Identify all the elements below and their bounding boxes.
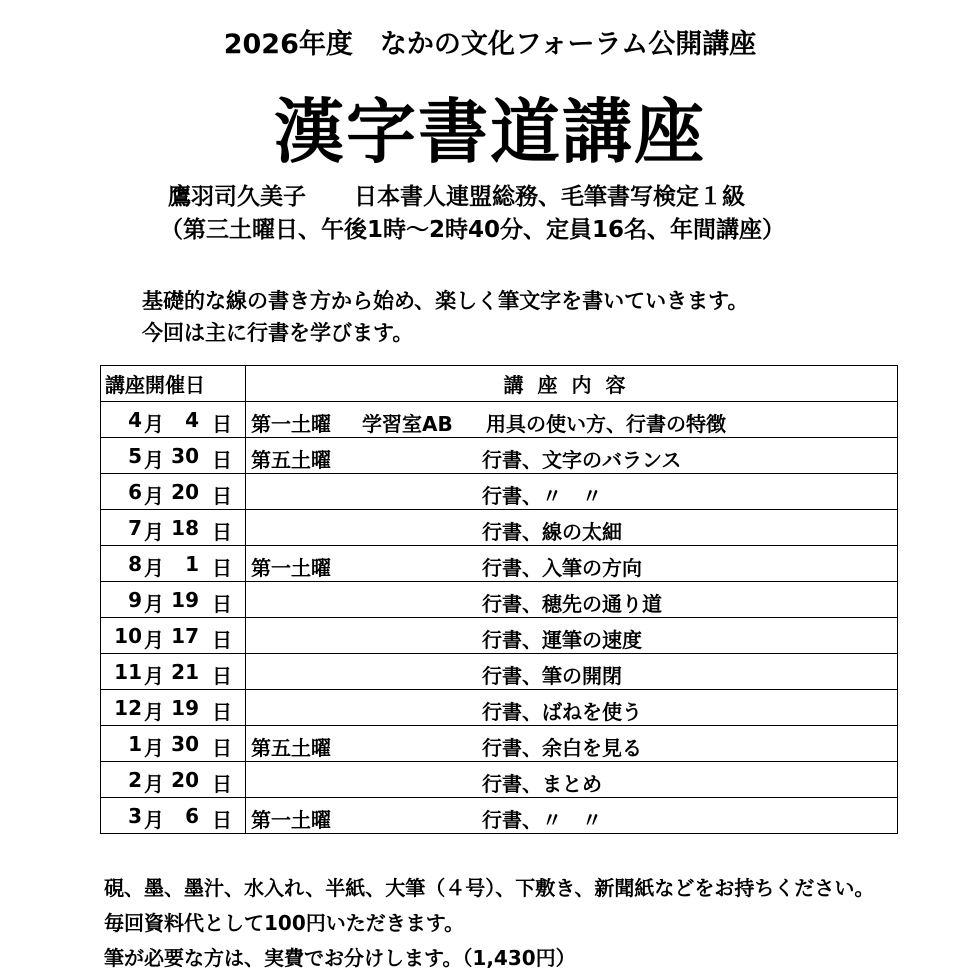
day-label: 日 — [212, 484, 232, 508]
month-label: 月 — [144, 484, 164, 508]
instructor-name: 鷹羽司久美子 — [168, 184, 306, 210]
session-note: 第五土曜 — [251, 448, 331, 472]
session-topic: 行書、文字のバランス — [482, 448, 682, 472]
content-cell — [246, 726, 898, 762]
day-label: 日 — [212, 808, 232, 832]
session-note: 第五土曜 — [251, 736, 331, 760]
table-row — [101, 654, 898, 690]
table-row — [101, 510, 898, 546]
month-label: 月 — [144, 664, 164, 688]
day-label: 日 — [212, 556, 232, 580]
session-topic: 行書、〃 〃 — [482, 484, 602, 508]
day-value: 18 — [171, 516, 199, 540]
day-label: 日 — [212, 448, 232, 472]
content-cell — [246, 690, 898, 726]
session-topic: 行書、穂先の通り道 — [482, 592, 662, 616]
table-row — [101, 690, 898, 726]
day-value: 4 — [185, 408, 199, 432]
table-row — [101, 762, 898, 798]
header-content: 講座内容 — [246, 366, 898, 402]
day-label: 日 — [212, 628, 232, 652]
day-label: 日 — [212, 736, 232, 760]
session-note: 第一土曜 — [251, 556, 331, 580]
date-cell — [101, 618, 246, 654]
month-label: 月 — [144, 736, 164, 760]
session-topic: 行書、入筆の方向 — [482, 556, 642, 580]
date-cell — [101, 510, 246, 546]
day-value: 6 — [185, 804, 199, 828]
table-row — [101, 618, 898, 654]
date-cell — [101, 402, 246, 438]
day-value: 21 — [171, 660, 199, 684]
month-value: 1 — [128, 732, 142, 756]
content-cell — [246, 510, 898, 546]
month-value: 5 — [128, 444, 142, 468]
table-row — [101, 582, 898, 618]
table-header-row — [101, 366, 898, 402]
instructor-affiliation: 日本書人連盟総務、毛筆書写検定１級 — [354, 184, 745, 210]
content-cell — [246, 618, 898, 654]
month-label: 月 — [144, 592, 164, 616]
date-cell — [101, 762, 246, 798]
day-label: 日 — [212, 520, 232, 544]
month-label: 月 — [144, 628, 164, 652]
table-row — [101, 474, 898, 510]
day-label: 日 — [212, 772, 232, 796]
table-row — [101, 546, 898, 582]
header-date: 講座開催日 — [101, 366, 246, 402]
month-label: 月 — [144, 556, 164, 580]
session-topic: 行書、ばねを使う — [482, 700, 642, 724]
month-label: 月 — [144, 772, 164, 796]
month-label: 月 — [144, 520, 164, 544]
footer-line-2: 毎回資料代として100円いただきます。 — [104, 911, 465, 935]
description-line-1: 基礎的な線の書き方から始め、楽しく筆文字を書いていきます。 — [142, 289, 749, 313]
month-value: 9 — [128, 588, 142, 612]
month-value: 8 — [128, 552, 142, 576]
content-cell — [246, 654, 898, 690]
month-label: 月 — [144, 412, 164, 436]
date-cell — [101, 438, 246, 474]
content-cell — [246, 582, 898, 618]
table-row — [101, 438, 898, 474]
day-value: 20 — [171, 480, 199, 504]
date-cell — [101, 690, 246, 726]
month-value: 3 — [128, 804, 142, 828]
day-value: 30 — [171, 444, 199, 468]
content-cell — [246, 402, 898, 438]
month-label: 月 — [144, 700, 164, 724]
page-title: 漢字書道講座 — [274, 91, 706, 173]
month-label: 月 — [144, 448, 164, 472]
content-cell — [246, 762, 898, 798]
day-value: 20 — [171, 768, 199, 792]
month-value: 2 — [128, 768, 142, 792]
day-label: 日 — [212, 412, 232, 436]
month-value: 7 — [128, 516, 142, 540]
day-value: 17 — [171, 624, 199, 648]
session-topic: 用具の使い方、行書の特徴 — [486, 412, 726, 436]
month-value: 6 — [128, 480, 142, 504]
session-topic: 行書、余白を見る — [482, 736, 642, 760]
content-cell — [246, 798, 898, 834]
schedule-table — [100, 365, 898, 834]
session-topic: 行書、筆の開閉 — [482, 664, 622, 688]
day-value: 19 — [171, 588, 199, 612]
description-line-2: 今回は主に行書を学びます。 — [142, 321, 414, 345]
date-cell — [101, 582, 246, 618]
date-cell — [101, 654, 246, 690]
day-value: 19 — [171, 696, 199, 720]
day-label: 日 — [212, 664, 232, 688]
session-topic: 行書、線の太細 — [482, 520, 622, 544]
content-cell — [246, 474, 898, 510]
date-cell — [101, 546, 246, 582]
date-cell — [101, 474, 246, 510]
session-topic: 行書、まとめ — [482, 772, 602, 796]
day-label: 日 — [212, 700, 232, 724]
session-note: 第一土曜 — [251, 808, 331, 832]
session-topic: 行書、〃 〃 — [482, 808, 602, 832]
table-row — [101, 798, 898, 834]
schedule-info: （第三土曜日、午後1時～2時40分、定員16名、年間講座） — [160, 217, 786, 243]
table-row — [101, 402, 898, 438]
session-room: 学習室AB — [362, 412, 453, 436]
day-value: 1 — [185, 552, 199, 576]
month-value: 10 — [114, 624, 142, 648]
day-value: 30 — [171, 732, 199, 756]
session-topic: 行書、運筆の速度 — [482, 628, 642, 652]
course-subtitle: 2026年度 なかの文化フォーラム公開講座 — [223, 29, 757, 60]
session-note: 第一土曜 — [251, 412, 331, 436]
footer-line-1: 硯、墨、墨汁、水入れ、半紙、大筆（４号）、下敷き、新聞紙などをお持ちください。 — [104, 876, 875, 900]
month-value: 12 — [114, 696, 142, 720]
footer-line-3: 筆が必要な方は、実費でお分けします。（1,430円） — [104, 946, 576, 970]
table-row — [101, 726, 898, 762]
date-cell — [101, 726, 246, 762]
date-cell — [101, 798, 246, 834]
month-value: 4 — [128, 408, 142, 432]
day-label: 日 — [212, 592, 232, 616]
content-cell — [246, 546, 898, 582]
month-label: 月 — [144, 808, 164, 832]
content-cell — [246, 438, 898, 474]
month-value: 11 — [114, 660, 142, 684]
instructor-line — [168, 178, 745, 211]
